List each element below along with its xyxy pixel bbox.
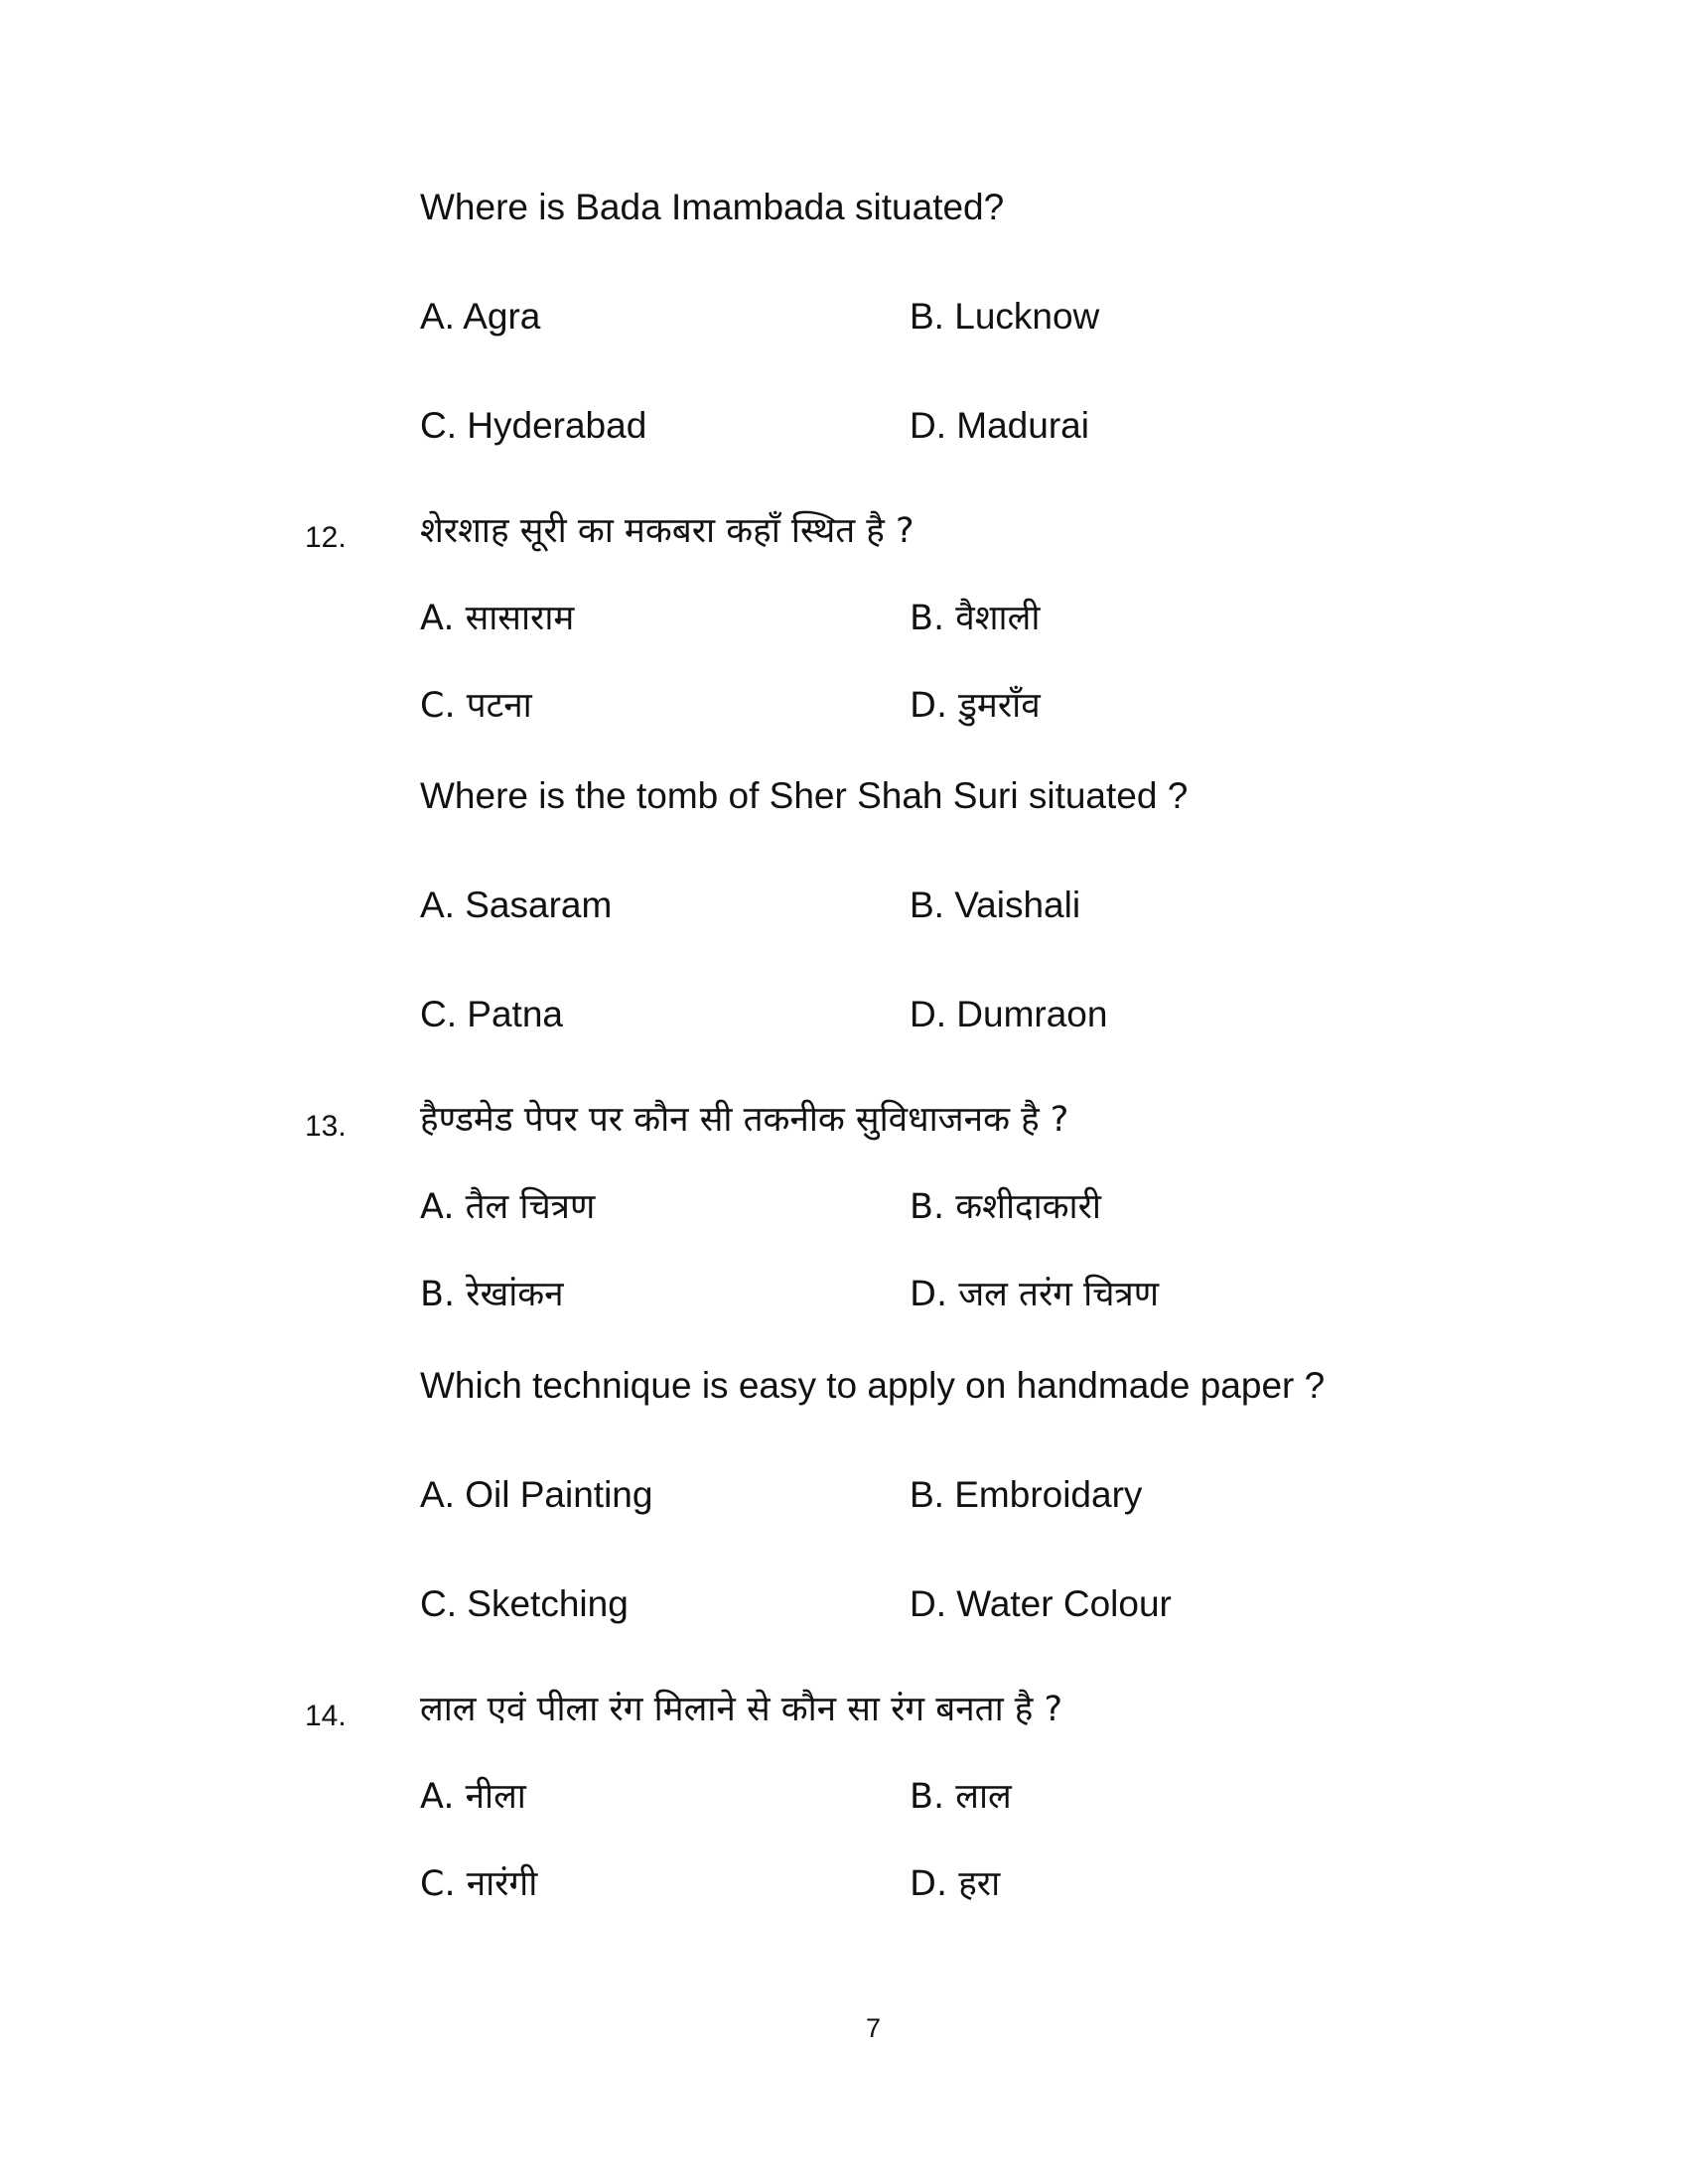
q13-hi-option-a: A. तैल चित्रण [420,1187,596,1227]
q14-hi-option-b: B. लाल [910,1777,1012,1817]
q13-hi-option-d: D. जल तरंग चित्रण [910,1275,1160,1314]
q12-question-en: Where is the tomb of Sher Shah Suri situated ? [420,775,1189,816]
q13-en-option-c: C. Sketching [420,1583,629,1624]
q12-question-hi: शेरशाह सूरी का मकबरा कहाँ स्थित है ? [420,511,914,551]
q13-en-option-a: A. Oil Painting [420,1474,653,1515]
q11-question-en: Where is Bada Imambada situated? [420,187,1005,227]
q11-option-d: D. Madurai [910,405,1089,446]
q13-en-option-d: D. Water Colour [910,1583,1172,1624]
q12-hi-option-a: A. सासाराम [420,599,575,638]
q13-hi-option-c: B. रेखांकन [420,1275,564,1314]
q12-en-option-b: B. Vaishali [910,885,1081,925]
q12-en-option-c: C. Patna [420,994,563,1034]
q14-hi-option-d: D. हरा [910,1864,1001,1904]
q13-question-en: Which technique is easy to apply on handmade paper ? [420,1365,1326,1406]
q13-en-option-b: B. Embroidary [910,1474,1143,1515]
q12-hi-option-b: B. वैशाली [910,599,1041,638]
q11-option-c: C. Hyderabad [420,405,647,446]
q11-option-a: A. Agra [420,296,541,337]
q12-en-option-d: D. Dumraon [910,994,1108,1034]
q14-hi-option-c: C. नारंगी [420,1864,538,1904]
q14-hi-option-a: A. नीला [420,1777,526,1817]
q12-hi-option-c: C. पटना [420,686,532,726]
q12-en-option-a: A. Sasaram [420,885,613,925]
q13-hi-option-b: B. कशीदाकारी [910,1187,1101,1227]
q11-option-b: B. Lucknow [910,296,1100,337]
q12-hi-option-d: D. डुमराँव [910,686,1041,726]
q13-question-hi: हैण्डमेड पेपर पर कौन सी तकनीक सुविधाजनक है ? [420,1100,1069,1140]
q14-question-hi: लाल एवं पीला रंग मिलाने से कौन सा रंग बनता है ? [420,1690,1063,1729]
q13-number: 13. [305,1110,347,1143]
q12-number: 12. [305,521,347,554]
page-number: 7 [866,2013,882,2043]
q14-number: 14. [305,1700,347,1732]
